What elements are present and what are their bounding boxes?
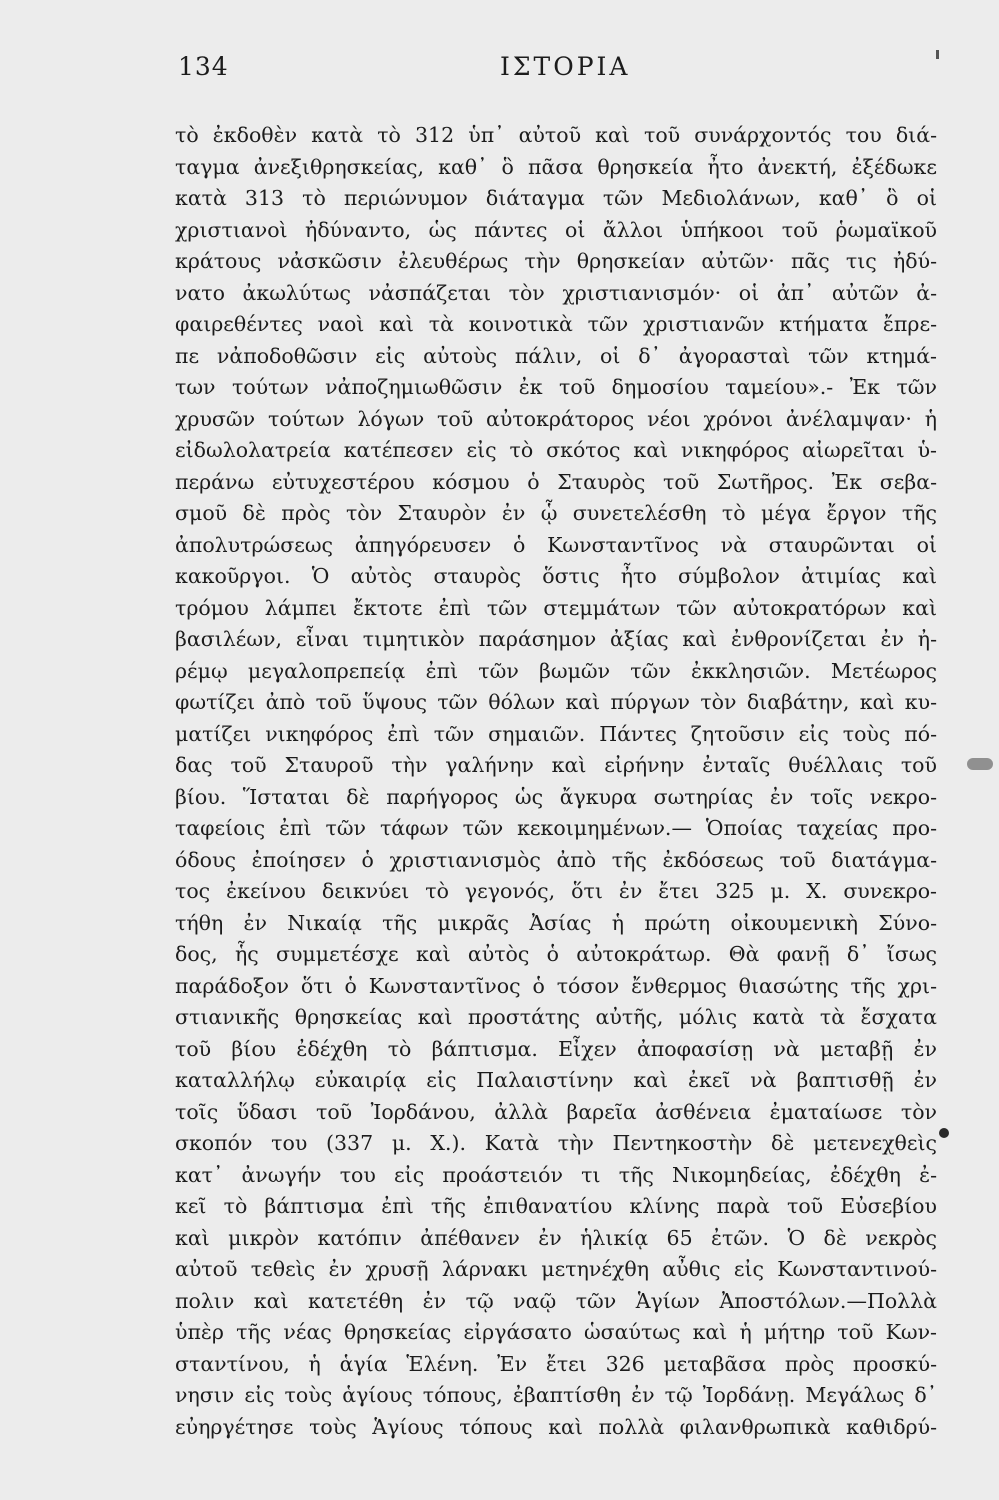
text-line: πε νἀποδοθῶσιν εἰς αὐτοὺς πάλιν, οἱ δ᾽ ἀγορασταὶ τῶν κτημά- bbox=[175, 343, 937, 368]
text-line: ταφείοις ἐπὶ τῶν τάφων τῶν κεκοιμημένων.— Ὁποίας ταχείας προ- bbox=[175, 816, 937, 840]
text-line: ὑπὲρ τῆς νέας θρησκείας εἰργάσατο ὡσαύτως καὶ ἡ μήτηρ τοῦ Κων- bbox=[175, 1320, 937, 1344]
text-line: τος ἐκείνου δεικνύει τὸ γεγονός, ὅτι ἐν ἔτει 325 μ. Χ. συνεκρο- bbox=[175, 879, 937, 903]
text-line: σμοῦ δὲ πρὸς τὸν Σταυρὸν ἐν ᾧ συνετελέσθη τὸ μέγα ἔργον τῆς bbox=[175, 501, 937, 525]
text-line: των τούτων νἀποζημιωθῶσιν ἐκ τοῦ δημοσίου ταμείου».- Ἐκ τῶν bbox=[175, 375, 937, 399]
text-line: τὸ ἐκδοθὲν κατὰ τὸ 312 ὑπ᾽ αὐτοῦ καὶ τοῦ συνάρχοντός του διά- bbox=[175, 123, 937, 147]
text-line: κατὰ 313 τὸ περιώνυμον διάταγμα τῶν Μεδιολάνων, καθ᾽ ὃ οἱ bbox=[175, 186, 937, 210]
text-line: δας τοῦ Σταυροῦ τὴν γαλήνην καὶ εἰρήνην ἐνταῖς θυέλλαις τοῦ bbox=[175, 753, 937, 777]
text-line: ματίζει νικηφόρος ἐπὶ τῶν σημαιῶν. Πάντες ζητοῦσιν εἰς τοὺς πό- bbox=[175, 721, 937, 746]
text-line: περάνω εὐτυχεστέρου κόσμου ὁ Σταυρὸς τοῦ Σωτῆρος. Ἐκ σεβα- bbox=[175, 469, 937, 494]
text-line: φαιρεθέντες ναοὶ καὶ τὰ κοινοτικὰ τῶν χριστιανῶν κτήματα ἔπρε- bbox=[175, 312, 937, 336]
text-line: παράδοξον ὅτι ὁ Κωνσταντῖνος ὁ τόσον ἔνθερμος θιασώτης τῆς χρι- bbox=[175, 973, 937, 998]
text-line: ἀπολυτρώσεως ἀπηγόρευσεν ὁ Κωνσταντῖνος νὰ σταυρῶνται οἱ bbox=[175, 532, 937, 557]
text-line: κατ᾽ ἀνωγήν του εἰς προάστειόν τι τῆς Νικομηδείας, ἐδέχθη ἐ- bbox=[175, 1162, 937, 1187]
text-line: κράτους νἀσκῶσιν ἐλευθέρως τὴν θρησκείαν αὐτῶν· πᾶς τις ἠδύ- bbox=[175, 249, 937, 273]
text-line: τρόμου λάμπει ἔκτοτε ἐπὶ τῶν στεμμάτων τῶν αὐτοκρατόρων καὶ bbox=[175, 595, 937, 620]
text-line: σκοπόν του (337 μ. Χ.). Κατὰ τὴν Πεντηκοστὴν δὲ μετενεχθεὶς bbox=[175, 1131, 937, 1155]
text-line: ταγμα ἀνεξιθρησκείας, καθ᾽ ὃ πᾶσα θρησκεία ἦτο ἀνεκτή, ἐξέδωκε bbox=[175, 154, 937, 179]
text-line: τοῖς ὕδασι τοῦ Ἰορδάνου, ἀλλὰ βαρεῖα ἀσθένεια ἐματαίωσε τὸν bbox=[175, 1099, 937, 1124]
margin-ink-mark bbox=[967, 758, 993, 770]
text-line: ρέμῳ μεγαλοπρεπείᾳ ἐπὶ τῶν βωμῶν τῶν ἐκκλησιῶν. Μετέωρος bbox=[175, 658, 937, 683]
text-line: νατο ἀκωλύτως νἀσπάζεται τὸν χριστιανισμόν· οἱ ἀπ᾽ αὐτῶν ἀ- bbox=[175, 280, 937, 305]
text-line: νησιν εἰς τοὺς ἁγίους τόπους, ἐβαπτίσθη ἐν τῷ Ἰορδάνῃ. Μεγάλως δ᾽ bbox=[175, 1383, 937, 1407]
text-line: χρυσῶν τούτων λόγων τοῦ αὐτοκράτορος νέοι χρόνοι ἀνέλαμψαν· ἡ bbox=[175, 406, 937, 431]
text-line: φωτίζει ἀπὸ τοῦ ὕψους τῶν θόλων καὶ πύργων τὸν διαβάτην, καὶ κυ- bbox=[175, 690, 937, 714]
text-line: χριστιανοὶ ἠδύναντο, ὡς πάντες οἱ ἄλλοι ὑπήκοοι τοῦ ῥωμαϊκοῦ bbox=[175, 217, 937, 242]
text-line: εὐηργέτησε τοὺς Ἁγίους τόπους καὶ πολλὰ φιλανθρωπικὰ καθιδρύ- bbox=[175, 1414, 937, 1439]
text-line: εἰδωλολατρεία κατέπεσεν εἰς τὸ σκότος καὶ νικηφόρος αἰωρεῖται ὑ- bbox=[175, 438, 937, 462]
text-line: βασιλέων, εἶναι τιμητικὸν παράσημον ἀξίας καὶ ἐνθρονίζεται ἐν ἠ- bbox=[175, 627, 937, 651]
text-line: τήθη ἐν Νικαίᾳ τῆς μικρᾶς Ἀσίας ἡ πρώτη οἰκουμενικὴ Σύνο- bbox=[175, 910, 937, 935]
text-line: καταλλήλῳ εὐκαιρίᾳ εἰς Παλαιστίνην καὶ ἐκεῖ νὰ βαπτισθῇ ἐν bbox=[175, 1068, 937, 1092]
text-line: βίου. Ἵσταται δὲ παρήγορος ὡς ἄγκυρα σωτηρίας ἐν τοῖς νεκρο- bbox=[175, 784, 937, 809]
text-line: κεῖ τὸ βάπτισμα ἐπὶ τῆς ἐπιθανατίου κλίνης παρὰ τοῦ Εὐσεβίου bbox=[175, 1194, 937, 1218]
text-line: δος, ἧς συμμετέσχε καὶ αὐτὸς ὁ αὐτοκράτωρ. Θὰ φανῇ δ᾽ ἴσως bbox=[175, 942, 937, 966]
text-line: πολιν καὶ κατετέθη ἐν τῷ ναῷ τῶν Ἁγίων Ἀποστόλων.—Πολλὰ bbox=[175, 1288, 937, 1313]
text-line: καὶ μικρὸν κατόπιν ἀπέθανεν ἐν ἡλικίᾳ 65 ἐτῶν. Ὁ δὲ νεκρὸς bbox=[175, 1225, 937, 1250]
page-edge-mark bbox=[936, 50, 939, 59]
text-line: στιανικῆς θρησκείας καὶ προστάτης αὐτῆς, μόλις κατὰ τὰ ἔσχατα bbox=[175, 1005, 937, 1029]
text-line: κακοῦργοι. Ὁ αὐτὸς σταυρὸς ὅστις ἦτο σύμβολον ἀτιμίας καὶ bbox=[175, 564, 937, 588]
text-line: όδους ἐποίησεν ὁ χριστιανισμὸς ἀπὸ τῆς ἐκδόσεως τοῦ διατάγμα- bbox=[175, 847, 937, 872]
body-text bbox=[175, 120, 937, 1443]
running-head: ΙΣΤΟΡΙΑ bbox=[500, 52, 631, 81]
text-line: σταντίνου, ἡ ἁγία Ἑλένη. Ἐν ἔτει 326 μεταβᾶσα πρὸς προσκύ- bbox=[175, 1351, 937, 1376]
page-number: 134 bbox=[178, 52, 229, 81]
text-line: τοῦ βίου ἐδέχθη τὸ βάπτισμα. Εἶχεν ἀποφασίσῃ νὰ μεταβῇ ἐν bbox=[175, 1036, 937, 1061]
text-line: αὐτοῦ τεθεὶς ἐν χρυσῇ λάρνακι μετηνέχθη αὖθις εἰς Κωνσταντινού- bbox=[175, 1257, 937, 1281]
margin-dot-mark bbox=[939, 1128, 949, 1138]
